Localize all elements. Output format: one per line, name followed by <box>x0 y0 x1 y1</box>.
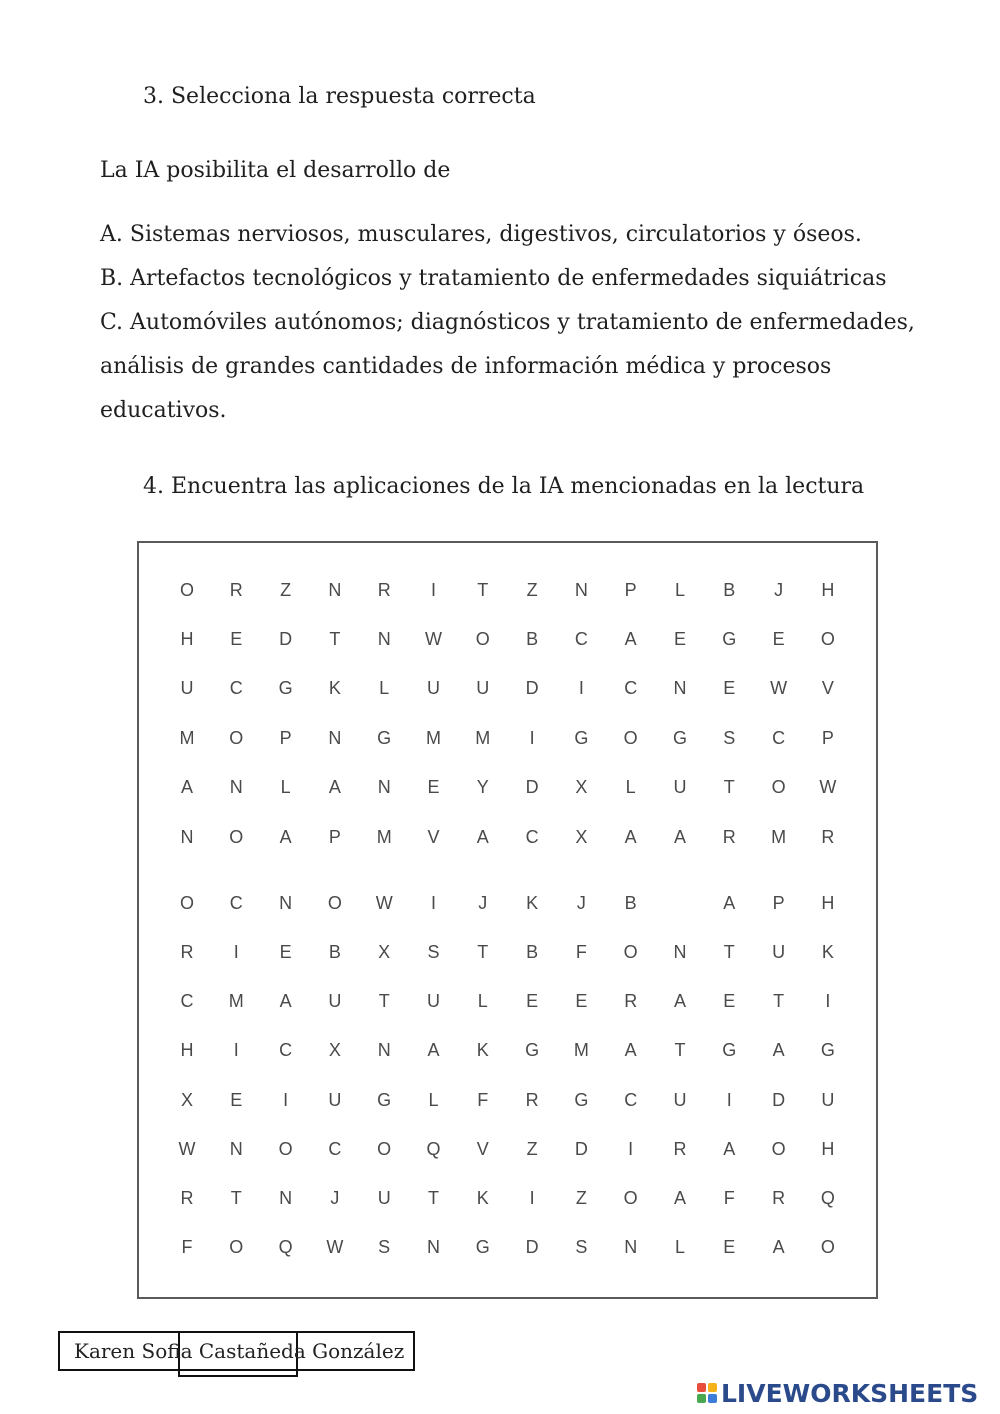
grid-letter[interactable]: G <box>475 1237 490 1257</box>
grid-letter[interactable]: T <box>477 942 489 962</box>
grid-letter[interactable]: X <box>378 942 391 962</box>
grid-letter[interactable]: O <box>475 629 490 649</box>
grid-letter[interactable]: O <box>327 893 342 913</box>
grid-letter[interactable]: N <box>377 629 391 649</box>
grid-letter[interactable]: P <box>624 580 637 600</box>
grid-letter[interactable]: T <box>773 991 785 1011</box>
grid-letter[interactable]: I <box>283 1090 289 1110</box>
grid-letter[interactable]: T <box>378 991 390 1011</box>
grid-letter[interactable]: Y <box>476 777 489 797</box>
grid-letter[interactable]: G <box>278 678 293 698</box>
grid-letter[interactable]: O <box>820 1237 835 1257</box>
grid-letter[interactable]: G <box>820 1040 835 1060</box>
grid-letter[interactable]: S <box>723 728 736 748</box>
grid-letter[interactable]: O <box>179 580 194 600</box>
grid-letter[interactable]: K <box>476 1188 489 1208</box>
grid-letter[interactable]: E <box>723 1237 736 1257</box>
grid-letter[interactable]: G <box>525 1040 540 1060</box>
grid-letter[interactable]: O <box>229 1237 244 1257</box>
grid-letter[interactable]: A <box>673 991 686 1011</box>
question-3-stem: La IA posibilita el desarrollo de <box>100 158 451 183</box>
grid-letter[interactable]: L <box>625 777 636 797</box>
grid-letter[interactable]: A <box>624 1040 637 1060</box>
grid-letter[interactable]: X <box>328 1040 341 1060</box>
grid-letter[interactable]: U <box>180 678 194 698</box>
grid-letter[interactable]: C <box>180 991 194 1011</box>
grid-letter[interactable]: O <box>377 1139 392 1159</box>
grid-letter[interactable]: D <box>279 629 293 649</box>
grid-letter[interactable]: M <box>475 728 491 748</box>
grid-letter[interactable]: T <box>230 1188 242 1208</box>
grid-letter[interactable]: N <box>180 827 194 847</box>
grid-letter[interactable]: U <box>328 1090 342 1110</box>
grid-letter[interactable]: A <box>180 777 193 797</box>
grid-letter[interactable]: R <box>525 1090 539 1110</box>
grid-letter[interactable]: L <box>477 991 488 1011</box>
grid-letter[interactable]: T <box>723 777 735 797</box>
grid-letter[interactable]: P <box>279 728 292 748</box>
grid-letter[interactable]: M <box>179 728 195 748</box>
grid-letter[interactable]: W <box>770 678 788 698</box>
grid-letter[interactable]: N <box>377 1040 391 1060</box>
grid-letter[interactable]: P <box>328 827 341 847</box>
grid-letter[interactable]: E <box>723 678 736 698</box>
grid-letter[interactable]: A <box>673 827 686 847</box>
grid-letter[interactable]: V <box>427 827 440 847</box>
grid-letter[interactable]: B <box>624 893 637 913</box>
grid-letter[interactable]: F <box>723 1188 735 1208</box>
grid-letter[interactable]: V <box>476 1139 489 1159</box>
grid-letter[interactable]: W <box>819 777 837 797</box>
grid-letter[interactable]: A <box>328 777 341 797</box>
question-4-title: 4. Encuentra las aplicaciones de la IA mencionadas en la lectura <box>143 474 865 499</box>
grid-letter[interactable]: M <box>426 728 441 748</box>
grid-letter[interactable]: T <box>477 580 489 600</box>
grid-letter[interactable]: O <box>623 942 638 962</box>
grid-letter[interactable]: K <box>476 1040 489 1060</box>
grid-letter[interactable]: L <box>674 580 685 600</box>
grid-letter[interactable]: R <box>229 580 243 600</box>
grid-letter[interactable]: D <box>525 1237 539 1257</box>
grid-letter[interactable]: N <box>624 1237 638 1257</box>
grid-letter[interactable]: R <box>722 827 736 847</box>
grid-letter[interactable]: Z <box>575 1188 587 1208</box>
grid-letter[interactable]: A <box>673 1188 686 1208</box>
grid-letter[interactable]: J <box>330 1188 340 1208</box>
grid-letter[interactable]: U <box>427 678 440 698</box>
grid-letter[interactable]: R <box>180 1188 194 1208</box>
grid-letter[interactable]: E <box>279 942 292 962</box>
grid-letter[interactable]: U <box>673 1090 687 1110</box>
grid-letter[interactable]: N <box>229 777 243 797</box>
grid-letter[interactable]: W <box>425 629 442 649</box>
grid-letter[interactable]: D <box>772 1090 786 1110</box>
grid-letter[interactable]: X <box>575 827 588 847</box>
grid-letter[interactable]: A <box>624 629 637 649</box>
grid-letter[interactable]: D <box>525 678 539 698</box>
grid-letter[interactable]: Q <box>278 1237 293 1257</box>
grid-letter[interactable]: B <box>526 942 539 962</box>
grid-letter[interactable]: U <box>377 1188 391 1208</box>
grid-letter[interactable]: I <box>529 728 535 748</box>
grid-letter[interactable]: I <box>430 580 436 600</box>
grid-letter[interactable]: G <box>722 629 737 649</box>
grid-letter[interactable]: E <box>772 629 785 649</box>
grid-letter[interactable]: I <box>233 942 239 962</box>
grid-letter[interactable]: G <box>722 1040 737 1060</box>
grid-letter[interactable]: S <box>575 1237 588 1257</box>
grid-letter[interactable]: O <box>820 629 835 649</box>
grid-letter[interactable]: C <box>229 893 243 913</box>
grid-letter[interactable]: P <box>821 728 834 748</box>
grid-letter[interactable]: H <box>821 1139 835 1159</box>
grid-letter[interactable]: O <box>179 893 194 913</box>
grid-letter[interactable]: B <box>328 942 341 962</box>
grid-letter[interactable]: T <box>723 942 735 962</box>
grid-letter[interactable]: I <box>233 1040 239 1060</box>
grid-letter[interactable]: O <box>278 1139 293 1159</box>
grid-letter[interactable]: B <box>723 580 736 600</box>
grid-letter[interactable]: M <box>573 1040 589 1060</box>
grid-letter[interactable]: I <box>628 1139 634 1159</box>
logo-text: LIVEWORKSHEETS <box>721 1378 979 1408</box>
grid-letter[interactable]: L <box>428 1090 439 1110</box>
grid-letter[interactable]: C <box>574 629 588 649</box>
grid-letter[interactable]: T <box>674 1040 686 1060</box>
grid-letter[interactable]: C <box>624 1090 638 1110</box>
grid-letter[interactable]: R <box>821 827 835 847</box>
grid-letter[interactable]: A <box>427 1040 440 1060</box>
grid-letter[interactable]: A <box>772 1040 785 1060</box>
option-c[interactable]: C. Automóviles autónomos; diagnósticos y tratamiento de enfermedades, análisis de grandes cantidades de información médica y procesos educativos. <box>100 310 915 423</box>
grid-letter[interactable]: L <box>674 1237 685 1257</box>
grid-letter[interactable]: H <box>180 629 194 649</box>
grid-letter[interactable]: O <box>229 728 244 748</box>
grid-letter[interactable]: A <box>723 1139 736 1159</box>
grid-letter[interactable]: M <box>228 991 244 1011</box>
logo-square-4 <box>708 1394 717 1403</box>
grid-letter[interactable]: M <box>376 827 392 847</box>
grid-letter[interactable]: E <box>230 1090 243 1110</box>
grid-letter[interactable]: R <box>377 580 391 600</box>
logo-square-1 <box>697 1383 706 1392</box>
grid-letter[interactable]: A <box>279 991 292 1011</box>
grid-letter[interactable]: E <box>723 991 736 1011</box>
grid-letter[interactable]: E <box>575 991 588 1011</box>
grid-letter[interactable]: I <box>726 1090 732 1110</box>
grid-letter[interactable]: N <box>574 580 588 600</box>
grid-letter[interactable]: W <box>375 893 393 913</box>
grid-letter[interactable]: H <box>821 580 835 600</box>
grid-letter[interactable]: N <box>377 777 391 797</box>
grid-letter[interactable]: B <box>526 629 539 649</box>
grid-letter[interactable]: U <box>476 678 490 698</box>
grid-letter[interactable]: D <box>574 1139 588 1159</box>
grid-letter[interactable]: A <box>772 1237 785 1257</box>
grid-letter[interactable]: R <box>624 991 638 1011</box>
grid-letter[interactable]: N <box>279 893 293 913</box>
grid-letter[interactable]: J <box>478 893 488 913</box>
option-a[interactable]: A. Sistemas nerviosos, musculares, digestivos, circulatorios y óseos. <box>100 222 862 247</box>
grid-letter[interactable]: L <box>280 777 291 797</box>
grid-letter[interactable]: D <box>525 777 539 797</box>
grid-letter[interactable]: Q <box>820 1188 835 1208</box>
grid-letter[interactable]: L <box>379 678 390 698</box>
grid-letter[interactable]: E <box>230 629 243 649</box>
grid-letter[interactable]: H <box>821 893 835 913</box>
grid-letter[interactable]: C <box>279 1040 293 1060</box>
grid-letter[interactable]: G <box>672 728 687 748</box>
grid-letter[interactable]: I <box>578 678 584 698</box>
grid-letter[interactable]: X <box>575 777 588 797</box>
grid-letter[interactable]: S <box>378 1237 391 1257</box>
grid-letter[interactable]: P <box>772 893 785 913</box>
grid-letter[interactable]: O <box>623 1188 638 1208</box>
grid-letter[interactable]: Z <box>526 1139 538 1159</box>
word-search-grid <box>137 541 878 1299</box>
grid-letter[interactable]: I <box>529 1188 535 1208</box>
grid-letter[interactable]: A <box>279 827 292 847</box>
grid-letter[interactable]: A <box>476 827 489 847</box>
question-3-title: 3. Selecciona la respuesta correcta <box>143 84 536 109</box>
grid-letter[interactable]: F <box>477 1090 489 1110</box>
grid-letter[interactable]: G <box>377 728 392 748</box>
grid-letter[interactable]: N <box>673 942 687 962</box>
grid-letter[interactable]: C <box>772 728 786 748</box>
logo-square-3 <box>697 1394 706 1403</box>
grid-letter[interactable]: F <box>181 1237 193 1257</box>
grid-letter[interactable]: Z <box>280 580 292 600</box>
grid-letter[interactable]: K <box>328 678 341 698</box>
grid-letter[interactable]: N <box>279 1188 293 1208</box>
grid-letter[interactable]: G <box>574 1090 589 1110</box>
grid-letter[interactable]: O <box>623 728 638 748</box>
grid-letter[interactable]: T <box>329 629 341 649</box>
grid-letter[interactable]: N <box>673 678 687 698</box>
grid-letter[interactable]: C <box>328 1139 342 1159</box>
grid-letter[interactable]: G <box>574 728 589 748</box>
grid-letter[interactable]: H <box>180 1040 194 1060</box>
grid-letter[interactable]: U <box>821 1090 835 1110</box>
grid-letter[interactable]: O <box>229 827 244 847</box>
grid-letter[interactable]: C <box>525 827 539 847</box>
grid-letter[interactable]: Q <box>426 1139 441 1159</box>
grid-letter[interactable]: U <box>328 991 342 1011</box>
grid-letter[interactable]: U <box>673 777 687 797</box>
grid-letter[interactable]: W <box>326 1237 344 1257</box>
liveworksheets-logo <box>697 1378 978 1408</box>
grid-letter[interactable]: A <box>723 893 736 913</box>
grid-letter[interactable]: I <box>430 893 436 913</box>
grid-letter[interactable]: A <box>624 827 637 847</box>
logo-square-2 <box>708 1383 717 1392</box>
grid-letter[interactable]: N <box>328 580 342 600</box>
grid-letter[interactable]: I <box>825 991 831 1011</box>
grid-letter[interactable]: J <box>774 580 784 600</box>
answer-text: Karen Sofia Castañeda González <box>74 1339 405 1363</box>
grid-letter[interactable]: T <box>428 1188 439 1208</box>
grid-letter[interactable]: J <box>576 893 586 913</box>
grid-letter[interactable]: V <box>821 678 834 698</box>
grid-letter[interactable]: E <box>526 991 539 1011</box>
grid-letter[interactable]: C <box>229 678 243 698</box>
grid-letter[interactable]: N <box>328 728 342 748</box>
grid-letter[interactable]: E <box>427 777 440 797</box>
grid-letter[interactable]: Z <box>526 580 538 600</box>
grid-letter[interactable]: R <box>772 1188 786 1208</box>
logo-icon <box>697 1383 717 1403</box>
grid-letter[interactable]: E <box>673 629 686 649</box>
grid-letter[interactable]: N <box>427 1237 440 1257</box>
grid-letter[interactable]: O <box>771 777 786 797</box>
grid-letter[interactable]: U <box>427 991 440 1011</box>
grid-letter[interactable]: C <box>624 678 638 698</box>
grid-letter[interactable]: R <box>673 1139 687 1159</box>
grid-letter[interactable]: U <box>772 942 786 962</box>
grid-letter[interactable]: N <box>229 1139 243 1159</box>
grid-letter[interactable]: K <box>821 942 834 962</box>
grid-letter[interactable]: S <box>427 942 440 962</box>
grid-letter[interactable]: K <box>526 893 539 913</box>
grid-letter[interactable]: G <box>377 1090 392 1110</box>
grid-letter[interactable]: W <box>178 1139 196 1159</box>
grid-letter[interactable]: R <box>180 942 194 962</box>
grid-letter[interactable]: O <box>771 1139 786 1159</box>
option-b[interactable]: B. Artefactos tecnológicos y tratamiento de enfermedades siquiátricas <box>100 266 887 291</box>
grid-letter[interactable]: X <box>180 1090 193 1110</box>
grid-letter[interactable]: F <box>575 942 587 962</box>
grid-letter[interactable]: M <box>771 827 787 847</box>
